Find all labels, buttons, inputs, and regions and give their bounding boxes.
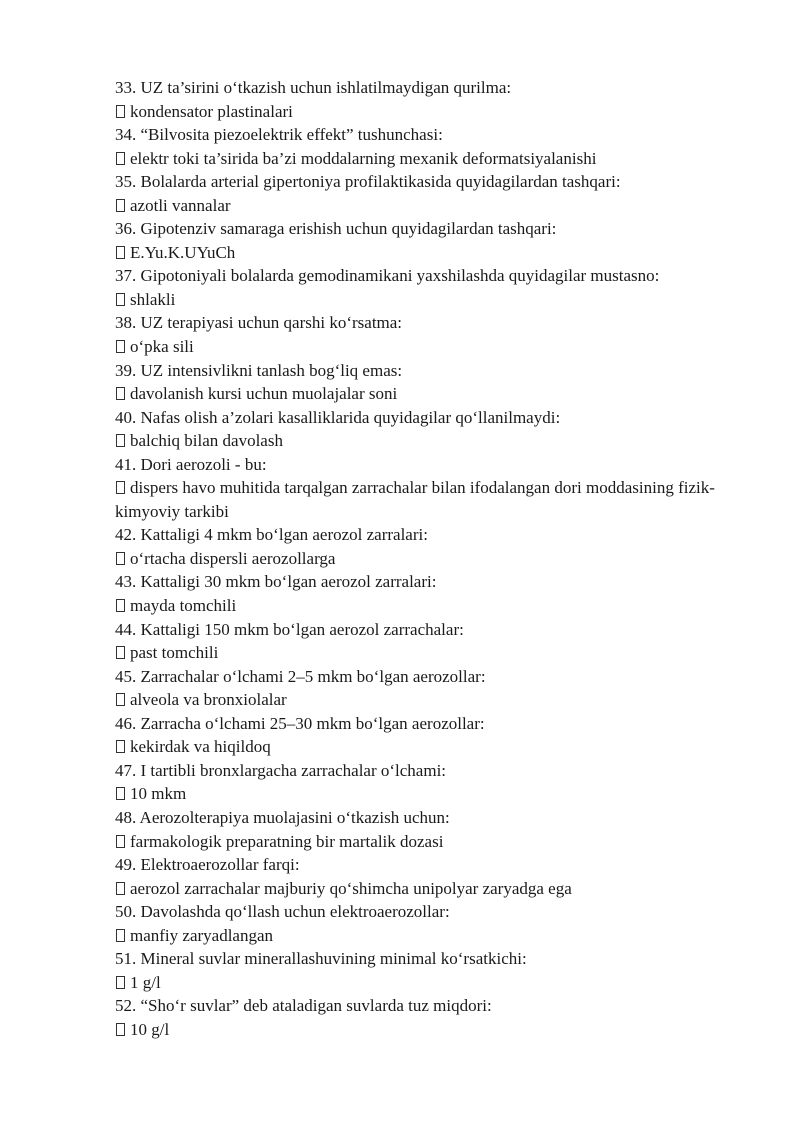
checkbox-icon (116, 387, 125, 400)
answer-row (115, 877, 740, 901)
checkbox-icon (116, 929, 125, 942)
question-text: 45. Zarrachalar o‘lchami 2–5 mkm bo‘lgan aerozollar: (115, 666, 486, 686)
question-text: 37. Gipotoniyali bolalarda gemodinamikani yaxshilashda quyidagilar mustasno: (115, 266, 660, 286)
answer-text: alveola va bronxiolalar (130, 690, 287, 710)
question-item (115, 665, 740, 712)
question-text: 38. UZ terapiyasi uchun qarshi ko‘rsatma: (115, 313, 403, 333)
checkbox-icon (116, 740, 125, 753)
question-text: 33. UZ ta’sirini o‘tkazish uchun ishlatilmaydigan qurilma: (115, 78, 512, 97)
answer-row (115, 335, 740, 359)
answer-text: 10 mkm (130, 784, 187, 804)
question-item (115, 570, 740, 617)
answer-row (115, 688, 740, 712)
checkbox-icon (116, 105, 125, 118)
checkbox-icon (116, 340, 125, 353)
answer-row (115, 241, 740, 265)
answer-text: kekirdak va hiqildoq (130, 737, 271, 757)
answer-text: elektr toki ta’sirida ba’zi moddalarning mexanik deformatsiyalanishi (130, 148, 597, 168)
checkbox-icon (116, 199, 125, 212)
answer-row (115, 382, 740, 406)
answer-text: manfiy zaryadlangan (130, 925, 274, 945)
question-text: 43. Kattaligi 30 mkm bo‘lgan aerozol zarralari: (115, 572, 437, 592)
checkbox-icon (116, 599, 125, 612)
question-item (115, 900, 740, 947)
answer-text: 10 g/l (130, 1019, 170, 1039)
answer-row (115, 194, 740, 218)
question-item (115, 853, 740, 900)
question-item (115, 618, 740, 665)
question-list (115, 76, 740, 1041)
checkbox-icon (116, 787, 125, 800)
checkbox-icon (116, 693, 125, 706)
checkbox-icon (116, 293, 125, 306)
question-item (115, 806, 740, 853)
answer-row (115, 830, 740, 854)
answer-text: davolanish kursi uchun muolajalar soni (130, 384, 398, 404)
question-text: 52. “Sho‘r suvlar” deb ataladigan suvlarda tuz miqdori: (115, 996, 492, 1016)
question-text: 44. Kattaligi 150 mkm bo‘lgan aerozol zarrachalar: (115, 619, 464, 639)
question-text: 41. Dori aerozoli - bu: (115, 454, 267, 474)
question-item (115, 123, 740, 170)
question-text: 51. Mineral suvlar minerallashuvining minimal ko‘rsatkichi: (115, 949, 527, 969)
question-text: 36. Gipotenziv samaraga erishish uchun quyidagilardan tashqari: (115, 219, 557, 239)
question-item (115, 264, 740, 311)
answer-text: 1 g/l (130, 972, 161, 992)
question-item (115, 217, 740, 264)
checkbox-icon (116, 152, 125, 165)
question-text: 50. Davolashda qo‘llash uchun elektroaerozollar: (115, 902, 450, 922)
question-text: 48. Aerozolterapiya muolajasini o‘tkazish uchun: (115, 807, 450, 827)
question-item (115, 311, 740, 358)
question-text: 42. Kattaligi 4 mkm bo‘lgan aerozol zarralari: (115, 525, 428, 545)
question-text: 35. Bolalarda arterial gipertoniya profilaktikasida quyidagilardan tashqari: (115, 172, 621, 192)
answer-text: shlakli (130, 289, 176, 309)
answer-text: aerozol zarrachalar majburiy qo‘shimcha unipolyar zaryadga ega (130, 878, 572, 898)
answer-row (115, 782, 740, 806)
question-item (115, 76, 740, 123)
question-text: 49. Elektroaerozollar farqi: (115, 855, 300, 875)
question-text: 46. Zarracha o‘lchami 25–30 mkm bo‘lgan aerozollar: (115, 713, 485, 733)
checkbox-icon (116, 434, 125, 447)
answer-text: kondensator plastinalari (130, 101, 293, 121)
question-item (115, 759, 740, 806)
answer-row (115, 735, 740, 759)
question-text: 47. I tartibli bronxlargacha zarrachalar o‘lchami: (115, 760, 447, 780)
checkbox-icon (116, 246, 125, 259)
question-text: 39. UZ intensivlikni tanlash bog‘liq emas: (115, 360, 403, 380)
question-item (115, 170, 740, 217)
answer-row (115, 476, 740, 523)
answer-row (115, 924, 740, 948)
answer-text: E.Yu.K.UYuCh (130, 242, 236, 262)
answer-row (115, 641, 740, 665)
checkbox-icon (116, 976, 125, 989)
question-item (115, 947, 740, 994)
answer-row (115, 594, 740, 618)
question-item (115, 523, 740, 570)
question-item (115, 359, 740, 406)
answer-row (115, 288, 740, 312)
checkbox-icon (116, 646, 125, 659)
checkbox-icon (116, 1023, 125, 1036)
answer-text: azotli vannalar (130, 195, 231, 215)
checkbox-icon (116, 882, 125, 895)
checkbox-icon (116, 481, 125, 494)
question-item (115, 453, 740, 524)
answer-text: dispers havo muhitida tarqalgan zarrachalar bilan ifodalangan dori moddasining fizik-kimyoviy tarkibi (115, 478, 715, 521)
checkbox-icon (116, 552, 125, 565)
checkbox-icon (116, 835, 125, 848)
answer-text: farmakologik preparatning bir martalik dozasi (130, 831, 444, 851)
answer-row (115, 100, 740, 124)
question-item (115, 406, 740, 453)
answer-text: balchiq bilan davolash (130, 431, 283, 451)
answer-row (115, 547, 740, 571)
answer-row (115, 429, 740, 453)
answer-text: o‘pka sili (130, 337, 194, 357)
answer-row (115, 147, 740, 171)
answer-row (115, 971, 740, 995)
answer-row (115, 1018, 740, 1042)
question-text: 34. “Bilvosita piezoelektrik effekt” tushunchasi: (115, 125, 443, 145)
answer-text: past tomchili (130, 643, 219, 663)
question-item (115, 712, 740, 759)
answer-text: mayda tomchili (130, 596, 237, 616)
question-item (115, 994, 740, 1041)
question-text: 40. Nafas olish a’zolari kasalliklarida quyidagilar qo‘llanilmaydi: (115, 407, 561, 427)
answer-text: o‘rtacha dispersli aerozollarga (130, 548, 336, 568)
